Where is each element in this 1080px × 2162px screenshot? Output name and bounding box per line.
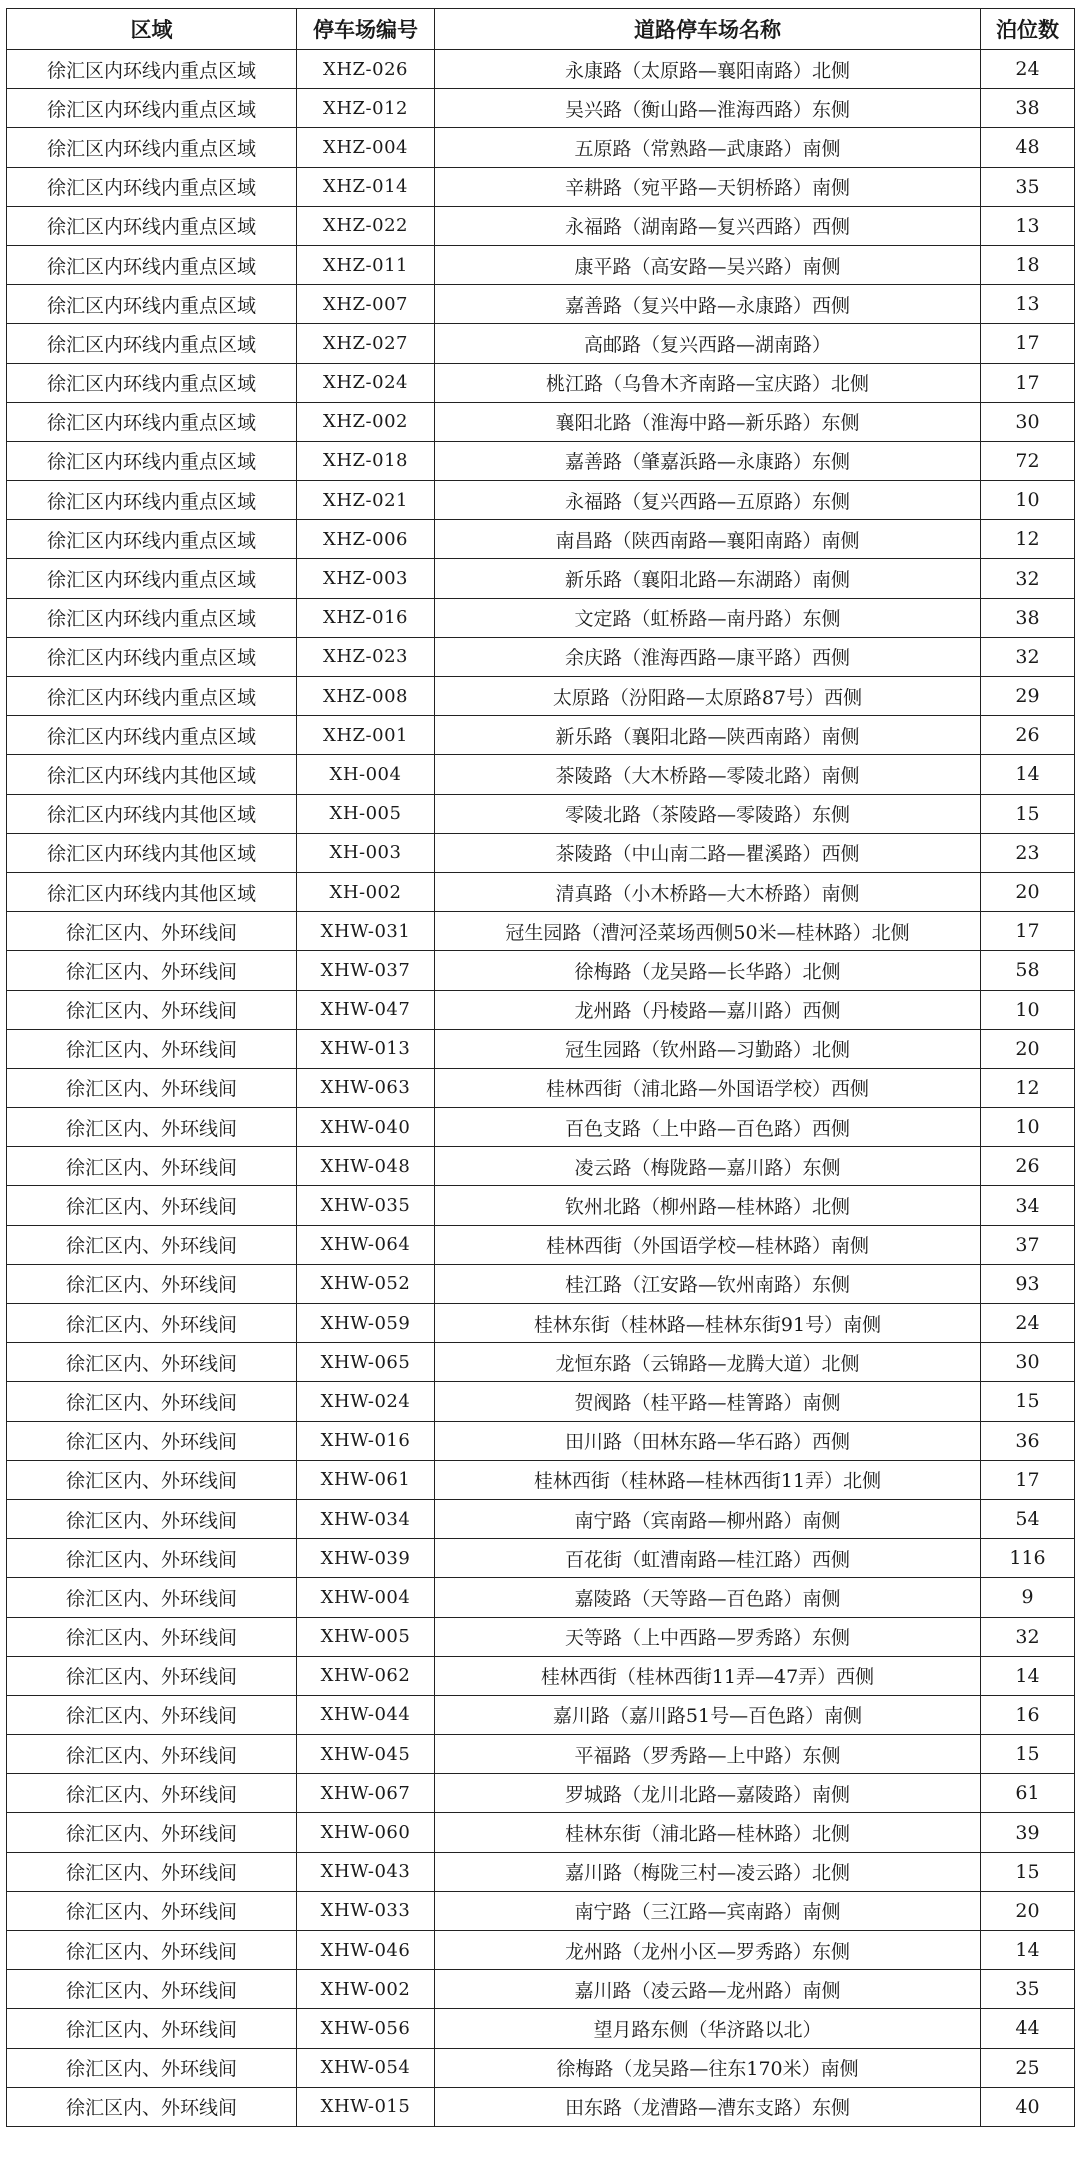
- cell-lot-name: 田东路（龙漕路—漕东支路）东侧: [435, 2087, 981, 2126]
- cell-lot-name: 百色支路（上中路—百色路）西侧: [435, 1108, 981, 1147]
- cell-spaces: 20: [981, 1029, 1075, 1068]
- cell-spaces: 15: [981, 1735, 1075, 1774]
- table-row: [7, 1460, 1075, 1499]
- table-row: [7, 912, 1075, 951]
- cell-area: 徐汇区内环线内重点区域: [7, 716, 297, 755]
- table-row: [7, 1264, 1075, 1303]
- cell-spaces: 48: [981, 128, 1075, 167]
- cell-spaces: 20: [981, 872, 1075, 911]
- cell-lot-name: 嘉陵路（天等路—百色路）南侧: [435, 1578, 981, 1617]
- cell-spaces: 38: [981, 598, 1075, 637]
- cell-lot-code: XHW-016: [297, 1421, 435, 1460]
- table-row: [7, 481, 1075, 520]
- cell-lot-name: 天等路（上中西路—罗秀路）东侧: [435, 1617, 981, 1656]
- cell-lot-code: XHW-031: [297, 912, 435, 951]
- cell-area: 徐汇区内环线内其他区域: [7, 794, 297, 833]
- cell-area: 徐汇区内环线内重点区域: [7, 363, 297, 402]
- cell-lot-name: 龙州路（龙州小区—罗秀路）东侧: [435, 1931, 981, 1970]
- cell-spaces: 32: [981, 637, 1075, 676]
- cell-spaces: 15: [981, 794, 1075, 833]
- cell-lot-name: 徐梅路（龙吴路—长华路）北侧: [435, 951, 981, 990]
- cell-spaces: 26: [981, 1147, 1075, 1186]
- cell-spaces: 93: [981, 1264, 1075, 1303]
- cell-lot-name: 嘉川路（梅陇三村—凌云路）北侧: [435, 1852, 981, 1891]
- cell-area: 徐汇区内、外环线间: [7, 1186, 297, 1225]
- table-row: [7, 441, 1075, 480]
- cell-lot-name: 徐梅路（龙吴路—往东170米）南侧: [435, 2048, 981, 2087]
- cell-spaces: 17: [981, 324, 1075, 363]
- cell-lot-name: 嘉川路（嘉川路51号—百色路）南侧: [435, 1695, 981, 1734]
- cell-spaces: 29: [981, 677, 1075, 716]
- header-spaces: 泊位数: [981, 9, 1075, 50]
- cell-lot-name: 嘉善路（肇嘉浜路—永康路）东侧: [435, 441, 981, 480]
- cell-spaces: 39: [981, 1813, 1075, 1852]
- cell-lot-name: 百花街（虹漕南路—桂江路）西侧: [435, 1539, 981, 1578]
- cell-lot-code: XHW-065: [297, 1343, 435, 1382]
- cell-lot-code: XHW-048: [297, 1147, 435, 1186]
- table-row: [7, 1578, 1075, 1617]
- cell-spaces: 26: [981, 716, 1075, 755]
- cell-lot-name: 高邮路（复兴西路—湖南路）: [435, 324, 981, 363]
- cell-area: 徐汇区内、外环线间: [7, 1421, 297, 1460]
- cell-lot-name: 襄阳北路（淮海中路—新乐路）东侧: [435, 402, 981, 441]
- cell-lot-name: 吴兴路（衡山路—淮海西路）东侧: [435, 89, 981, 128]
- cell-spaces: 32: [981, 559, 1075, 598]
- cell-spaces: 23: [981, 833, 1075, 872]
- cell-area: 徐汇区内环线内重点区域: [7, 598, 297, 637]
- cell-area: 徐汇区内环线内其他区域: [7, 833, 297, 872]
- cell-lot-name: 嘉善路（复兴中路—永康路）西侧: [435, 285, 981, 324]
- cell-lot-name: 嘉川路（凌云路—龙州路）南侧: [435, 1970, 981, 2009]
- cell-lot-name: 桂林西街（外国语学校—桂林路）南侧: [435, 1225, 981, 1264]
- cell-spaces: 36: [981, 1421, 1075, 1460]
- table-row: [7, 833, 1075, 872]
- cell-lot-code: XHW-013: [297, 1029, 435, 1068]
- cell-spaces: 116: [981, 1539, 1075, 1578]
- cell-area: 徐汇区内环线内重点区域: [7, 245, 297, 284]
- header-row: [7, 9, 1075, 50]
- cell-lot-name: 平福路（罗秀路—上中路）东侧: [435, 1735, 981, 1774]
- cell-spaces: 37: [981, 1225, 1075, 1264]
- table-row: [7, 1382, 1075, 1421]
- cell-lot-name: 康平路（高安路—吴兴路）南侧: [435, 245, 981, 284]
- table-row: [7, 794, 1075, 833]
- cell-area: 徐汇区内、外环线间: [7, 1931, 297, 1970]
- cell-area: 徐汇区内环线内重点区域: [7, 637, 297, 676]
- cell-lot-code: XHW-061: [297, 1460, 435, 1499]
- cell-spaces: 10: [981, 990, 1075, 1029]
- cell-lot-code: XHZ-007: [297, 285, 435, 324]
- cell-lot-name: 望月路东侧（华济路以北）: [435, 2009, 981, 2048]
- cell-spaces: 10: [981, 1108, 1075, 1147]
- table-row: [7, 716, 1075, 755]
- cell-lot-name: 桂林西街（浦北路—外国语学校）西侧: [435, 1068, 981, 1107]
- cell-lot-code: XHW-024: [297, 1382, 435, 1421]
- cell-area: 徐汇区内、外环线间: [7, 2087, 297, 2126]
- table-row: [7, 1225, 1075, 1264]
- cell-area: 徐汇区内、外环线间: [7, 912, 297, 951]
- cell-lot-code: XHW-002: [297, 1970, 435, 2009]
- cell-spaces: 35: [981, 167, 1075, 206]
- cell-lot-code: XHZ-027: [297, 324, 435, 363]
- cell-lot-name: 凌云路（梅陇路—嘉川路）东侧: [435, 1147, 981, 1186]
- cell-area: 徐汇区内、外环线间: [7, 1304, 297, 1343]
- cell-lot-name: 永康路（太原路—襄阳南路）北侧: [435, 50, 981, 89]
- table-row: [7, 1068, 1075, 1107]
- table-row: [7, 951, 1075, 990]
- table-row: [7, 1147, 1075, 1186]
- table-row: [7, 1931, 1075, 1970]
- cell-spaces: 14: [981, 1656, 1075, 1695]
- table-row: [7, 1499, 1075, 1538]
- cell-area: 徐汇区内、外环线间: [7, 1578, 297, 1617]
- cell-lot-code: XHW-047: [297, 990, 435, 1029]
- cell-area: 徐汇区内、外环线间: [7, 1891, 297, 1930]
- cell-lot-name: 永福路（复兴西路—五原路）东侧: [435, 481, 981, 520]
- cell-lot-name: 清真路（小木桥路—大木桥路）南侧: [435, 872, 981, 911]
- table-row: [7, 1852, 1075, 1891]
- cell-lot-code: XHZ-006: [297, 520, 435, 559]
- cell-lot-name: 新乐路（襄阳北路—陕西南路）南侧: [435, 716, 981, 755]
- cell-lot-code: XHW-046: [297, 1931, 435, 1970]
- cell-lot-code: XHZ-016: [297, 598, 435, 637]
- cell-spaces: 12: [981, 520, 1075, 559]
- cell-area: 徐汇区内、外环线间: [7, 1225, 297, 1264]
- cell-area: 徐汇区内、外环线间: [7, 1735, 297, 1774]
- table-row: [7, 50, 1075, 89]
- cell-lot-code: XHZ-023: [297, 637, 435, 676]
- cell-lot-code: XHW-063: [297, 1068, 435, 1107]
- cell-area: 徐汇区内、外环线间: [7, 1539, 297, 1578]
- table-row: [7, 872, 1075, 911]
- cell-lot-code: XHW-044: [297, 1695, 435, 1734]
- cell-lot-code: XHW-052: [297, 1264, 435, 1303]
- cell-area: 徐汇区内、外环线间: [7, 1264, 297, 1303]
- cell-lot-name: 南宁路（三江路—宾南路）南侧: [435, 1891, 981, 1930]
- table-row: [7, 1029, 1075, 1068]
- cell-spaces: 14: [981, 1931, 1075, 1970]
- cell-lot-code: XHW-039: [297, 1539, 435, 1578]
- cell-area: 徐汇区内环线内重点区域: [7, 520, 297, 559]
- cell-lot-code: XHZ-001: [297, 716, 435, 755]
- table-row: [7, 324, 1075, 363]
- table-row: [7, 2009, 1075, 2048]
- cell-area: 徐汇区内环线内重点区域: [7, 559, 297, 598]
- cell-area: 徐汇区内、外环线间: [7, 1774, 297, 1813]
- cell-lot-name: 五原路（常熟路—武康路）南侧: [435, 128, 981, 167]
- cell-lot-name: 新乐路（襄阳北路—东湖路）南侧: [435, 559, 981, 598]
- cell-lot-code: XHZ-011: [297, 245, 435, 284]
- cell-area: 徐汇区内环线内重点区域: [7, 481, 297, 520]
- table-row: [7, 363, 1075, 402]
- table-row: [7, 285, 1075, 324]
- cell-area: 徐汇区内、外环线间: [7, 1695, 297, 1734]
- cell-area: 徐汇区内、外环线间: [7, 1970, 297, 2009]
- cell-area: 徐汇区内、外环线间: [7, 1499, 297, 1538]
- table-row: [7, 206, 1075, 245]
- table-row: [7, 1735, 1075, 1774]
- table-row: [7, 89, 1075, 128]
- cell-lot-code: XHZ-018: [297, 441, 435, 480]
- cell-area: 徐汇区内、外环线间: [7, 1382, 297, 1421]
- parking-table-sheet: [6, 8, 1074, 2127]
- cell-lot-name: 桂林西街（桂林西街11弄—47弄）西侧: [435, 1656, 981, 1695]
- cell-area: 徐汇区内、外环线间: [7, 951, 297, 990]
- cell-lot-code: XHW-004: [297, 1578, 435, 1617]
- cell-spaces: 61: [981, 1774, 1075, 1813]
- cell-lot-code: XHW-043: [297, 1852, 435, 1891]
- cell-lot-code: XHZ-002: [297, 402, 435, 441]
- table-row: [7, 1617, 1075, 1656]
- cell-lot-name: 文定路（虹桥路—南丹路）东侧: [435, 598, 981, 637]
- cell-lot-code: XHW-015: [297, 2087, 435, 2126]
- cell-spaces: 10: [981, 481, 1075, 520]
- table-row: [7, 755, 1075, 794]
- table-row: [7, 1695, 1075, 1734]
- cell-area: 徐汇区内环线内重点区域: [7, 324, 297, 363]
- cell-lot-name: 冠生园路（钦州路—习勤路）北侧: [435, 1029, 981, 1068]
- cell-area: 徐汇区内、外环线间: [7, 990, 297, 1029]
- cell-spaces: 13: [981, 285, 1075, 324]
- cell-lot-name: 桂林西街（桂林路—桂林西街11弄）北侧: [435, 1460, 981, 1499]
- table-row: [7, 1421, 1075, 1460]
- cell-area: 徐汇区内环线内重点区域: [7, 89, 297, 128]
- cell-area: 徐汇区内环线内重点区域: [7, 285, 297, 324]
- cell-area: 徐汇区内环线内重点区域: [7, 206, 297, 245]
- cell-area: 徐汇区内环线内重点区域: [7, 167, 297, 206]
- cell-spaces: 40: [981, 2087, 1075, 2126]
- cell-spaces: 72: [981, 441, 1075, 480]
- cell-lot-code: XHW-045: [297, 1735, 435, 1774]
- cell-lot-name: 南宁路（宾南路—柳州路）南侧: [435, 1499, 981, 1538]
- cell-area: 徐汇区内环线内重点区域: [7, 128, 297, 167]
- cell-area: 徐汇区内、外环线间: [7, 1147, 297, 1186]
- cell-lot-name: 永福路（湖南路—复兴西路）西侧: [435, 206, 981, 245]
- table-row: [7, 402, 1075, 441]
- cell-area: 徐汇区内环线内重点区域: [7, 402, 297, 441]
- table-row: [7, 1108, 1075, 1147]
- table-row: [7, 520, 1075, 559]
- table-row: [7, 677, 1075, 716]
- cell-lot-code: XHZ-026: [297, 50, 435, 89]
- cell-lot-code: XHW-064: [297, 1225, 435, 1264]
- cell-lot-code: XHW-056: [297, 2009, 435, 2048]
- cell-lot-code: XHW-054: [297, 2048, 435, 2087]
- cell-spaces: 20: [981, 1891, 1075, 1930]
- cell-spaces: 38: [981, 89, 1075, 128]
- cell-lot-code: XHW-037: [297, 951, 435, 990]
- cell-area: 徐汇区内、外环线间: [7, 1029, 297, 1068]
- table-row: [7, 598, 1075, 637]
- table-row: [7, 1186, 1075, 1225]
- cell-spaces: 25: [981, 2048, 1075, 2087]
- cell-lot-code: XH-005: [297, 794, 435, 833]
- cell-spaces: 9: [981, 1578, 1075, 1617]
- cell-area: 徐汇区内、外环线间: [7, 2009, 297, 2048]
- cell-lot-name: 龙恒东路（云锦路—龙腾大道）北侧: [435, 1343, 981, 1382]
- cell-spaces: 13: [981, 206, 1075, 245]
- cell-lot-code: XHW-033: [297, 1891, 435, 1930]
- table-row: [7, 245, 1075, 284]
- cell-spaces: 32: [981, 1617, 1075, 1656]
- table-row: [7, 1813, 1075, 1852]
- table-row: [7, 637, 1075, 676]
- cell-lot-name: 桂林东街（桂林路—桂林东街91号）南侧: [435, 1304, 981, 1343]
- cell-lot-name: 桃江路（乌鲁木齐南路—宝庆路）北侧: [435, 363, 981, 402]
- cell-spaces: 24: [981, 50, 1075, 89]
- cell-lot-code: XHZ-014: [297, 167, 435, 206]
- cell-lot-name: 罗城路（龙川北路—嘉陵路）南侧: [435, 1774, 981, 1813]
- cell-lot-name: 太原路（汾阳路—太原路87号）西侧: [435, 677, 981, 716]
- cell-area: 徐汇区内、外环线间: [7, 1343, 297, 1382]
- cell-area: 徐汇区内、外环线间: [7, 1852, 297, 1891]
- cell-lot-name: 余庆路（淮海西路—康平路）西侧: [435, 637, 981, 676]
- table-row: [7, 559, 1075, 598]
- cell-spaces: 12: [981, 1068, 1075, 1107]
- parking-lot-table: [6, 8, 1075, 2127]
- cell-area: 徐汇区内环线内其他区域: [7, 872, 297, 911]
- cell-lot-code: XHZ-012: [297, 89, 435, 128]
- header-area: 区域: [7, 9, 297, 50]
- table-row: [7, 1891, 1075, 1930]
- table-row: [7, 2048, 1075, 2087]
- table-row: [7, 1656, 1075, 1695]
- cell-lot-code: XHZ-021: [297, 481, 435, 520]
- cell-lot-name: 桂江路（江安路—钦州南路）东侧: [435, 1264, 981, 1303]
- header-lot-name: 道路停车场名称: [435, 9, 981, 50]
- cell-spaces: 15: [981, 1852, 1075, 1891]
- cell-lot-code: XHW-067: [297, 1774, 435, 1813]
- cell-lot-name: 茶陵路（中山南二路—瞿溪路）西侧: [435, 833, 981, 872]
- cell-lot-code: XH-002: [297, 872, 435, 911]
- table-row: [7, 1539, 1075, 1578]
- cell-spaces: 15: [981, 1382, 1075, 1421]
- cell-lot-name: 零陵北路（茶陵路—零陵路）东侧: [435, 794, 981, 833]
- cell-lot-name: 龙州路（丹棱路—嘉川路）西侧: [435, 990, 981, 1029]
- cell-lot-code: XHZ-022: [297, 206, 435, 245]
- cell-area: 徐汇区内、外环线间: [7, 1617, 297, 1656]
- cell-lot-code: XHW-059: [297, 1304, 435, 1343]
- cell-lot-name: 贺阀路（桂平路—桂箐路）南侧: [435, 1382, 981, 1421]
- cell-lot-code: XHW-034: [297, 1499, 435, 1538]
- cell-area: 徐汇区内、外环线间: [7, 1656, 297, 1695]
- cell-lot-code: XHW-040: [297, 1108, 435, 1147]
- cell-spaces: 18: [981, 245, 1075, 284]
- cell-lot-name: 钦州北路（柳州路—桂林路）北侧: [435, 1186, 981, 1225]
- cell-spaces: 24: [981, 1304, 1075, 1343]
- cell-lot-code: XHZ-004: [297, 128, 435, 167]
- cell-spaces: 16: [981, 1695, 1075, 1734]
- cell-lot-code: XHW-060: [297, 1813, 435, 1852]
- cell-lot-name: 辛耕路（宛平路—天钥桥路）南侧: [435, 167, 981, 206]
- cell-lot-code: XH-003: [297, 833, 435, 872]
- cell-spaces: 58: [981, 951, 1075, 990]
- table-row: [7, 1774, 1075, 1813]
- cell-area: 徐汇区内、外环线间: [7, 1068, 297, 1107]
- cell-area: 徐汇区内、外环线间: [7, 2048, 297, 2087]
- cell-lot-code: XH-004: [297, 755, 435, 794]
- cell-spaces: 17: [981, 912, 1075, 951]
- table-row: [7, 1343, 1075, 1382]
- table-body: [7, 50, 1075, 2127]
- cell-lot-code: XHW-062: [297, 1656, 435, 1695]
- cell-area: 徐汇区内、外环线间: [7, 1108, 297, 1147]
- table-row: [7, 990, 1075, 1029]
- cell-spaces: 30: [981, 1343, 1075, 1382]
- cell-lot-code: XHW-035: [297, 1186, 435, 1225]
- table-row: [7, 1970, 1075, 2009]
- table-row: [7, 167, 1075, 206]
- cell-lot-code: XHZ-024: [297, 363, 435, 402]
- cell-area: 徐汇区内环线内重点区域: [7, 50, 297, 89]
- cell-lot-code: XHZ-008: [297, 677, 435, 716]
- cell-spaces: 30: [981, 402, 1075, 441]
- cell-lot-name: 冠生园路（漕河泾菜场西侧50米—桂林路）北侧: [435, 912, 981, 951]
- cell-area: 徐汇区内环线内其他区域: [7, 755, 297, 794]
- table-row: [7, 1304, 1075, 1343]
- cell-spaces: 17: [981, 1460, 1075, 1499]
- cell-area: 徐汇区内环线内重点区域: [7, 677, 297, 716]
- cell-area: 徐汇区内、外环线间: [7, 1460, 297, 1499]
- cell-spaces: 54: [981, 1499, 1075, 1538]
- table-row: [7, 2087, 1075, 2126]
- cell-spaces: 34: [981, 1186, 1075, 1225]
- cell-spaces: 17: [981, 363, 1075, 402]
- table-header: [7, 9, 1075, 50]
- cell-lot-name: 茶陵路（大木桥路—零陵北路）南侧: [435, 755, 981, 794]
- cell-area: 徐汇区内环线内重点区域: [7, 441, 297, 480]
- cell-lot-code: XHZ-003: [297, 559, 435, 598]
- cell-spaces: 35: [981, 1970, 1075, 2009]
- cell-lot-name: 南昌路（陕西南路—襄阳南路）南侧: [435, 520, 981, 559]
- cell-area: 徐汇区内、外环线间: [7, 1813, 297, 1852]
- cell-spaces: 14: [981, 755, 1075, 794]
- cell-lot-name: 桂林东街（浦北路—桂林路）北侧: [435, 1813, 981, 1852]
- cell-lot-code: XHW-005: [297, 1617, 435, 1656]
- table-row: [7, 128, 1075, 167]
- cell-spaces: 44: [981, 2009, 1075, 2048]
- cell-lot-name: 田川路（田林东路—华石路）西侧: [435, 1421, 981, 1460]
- header-lot-code: 停车场编号: [297, 9, 435, 50]
